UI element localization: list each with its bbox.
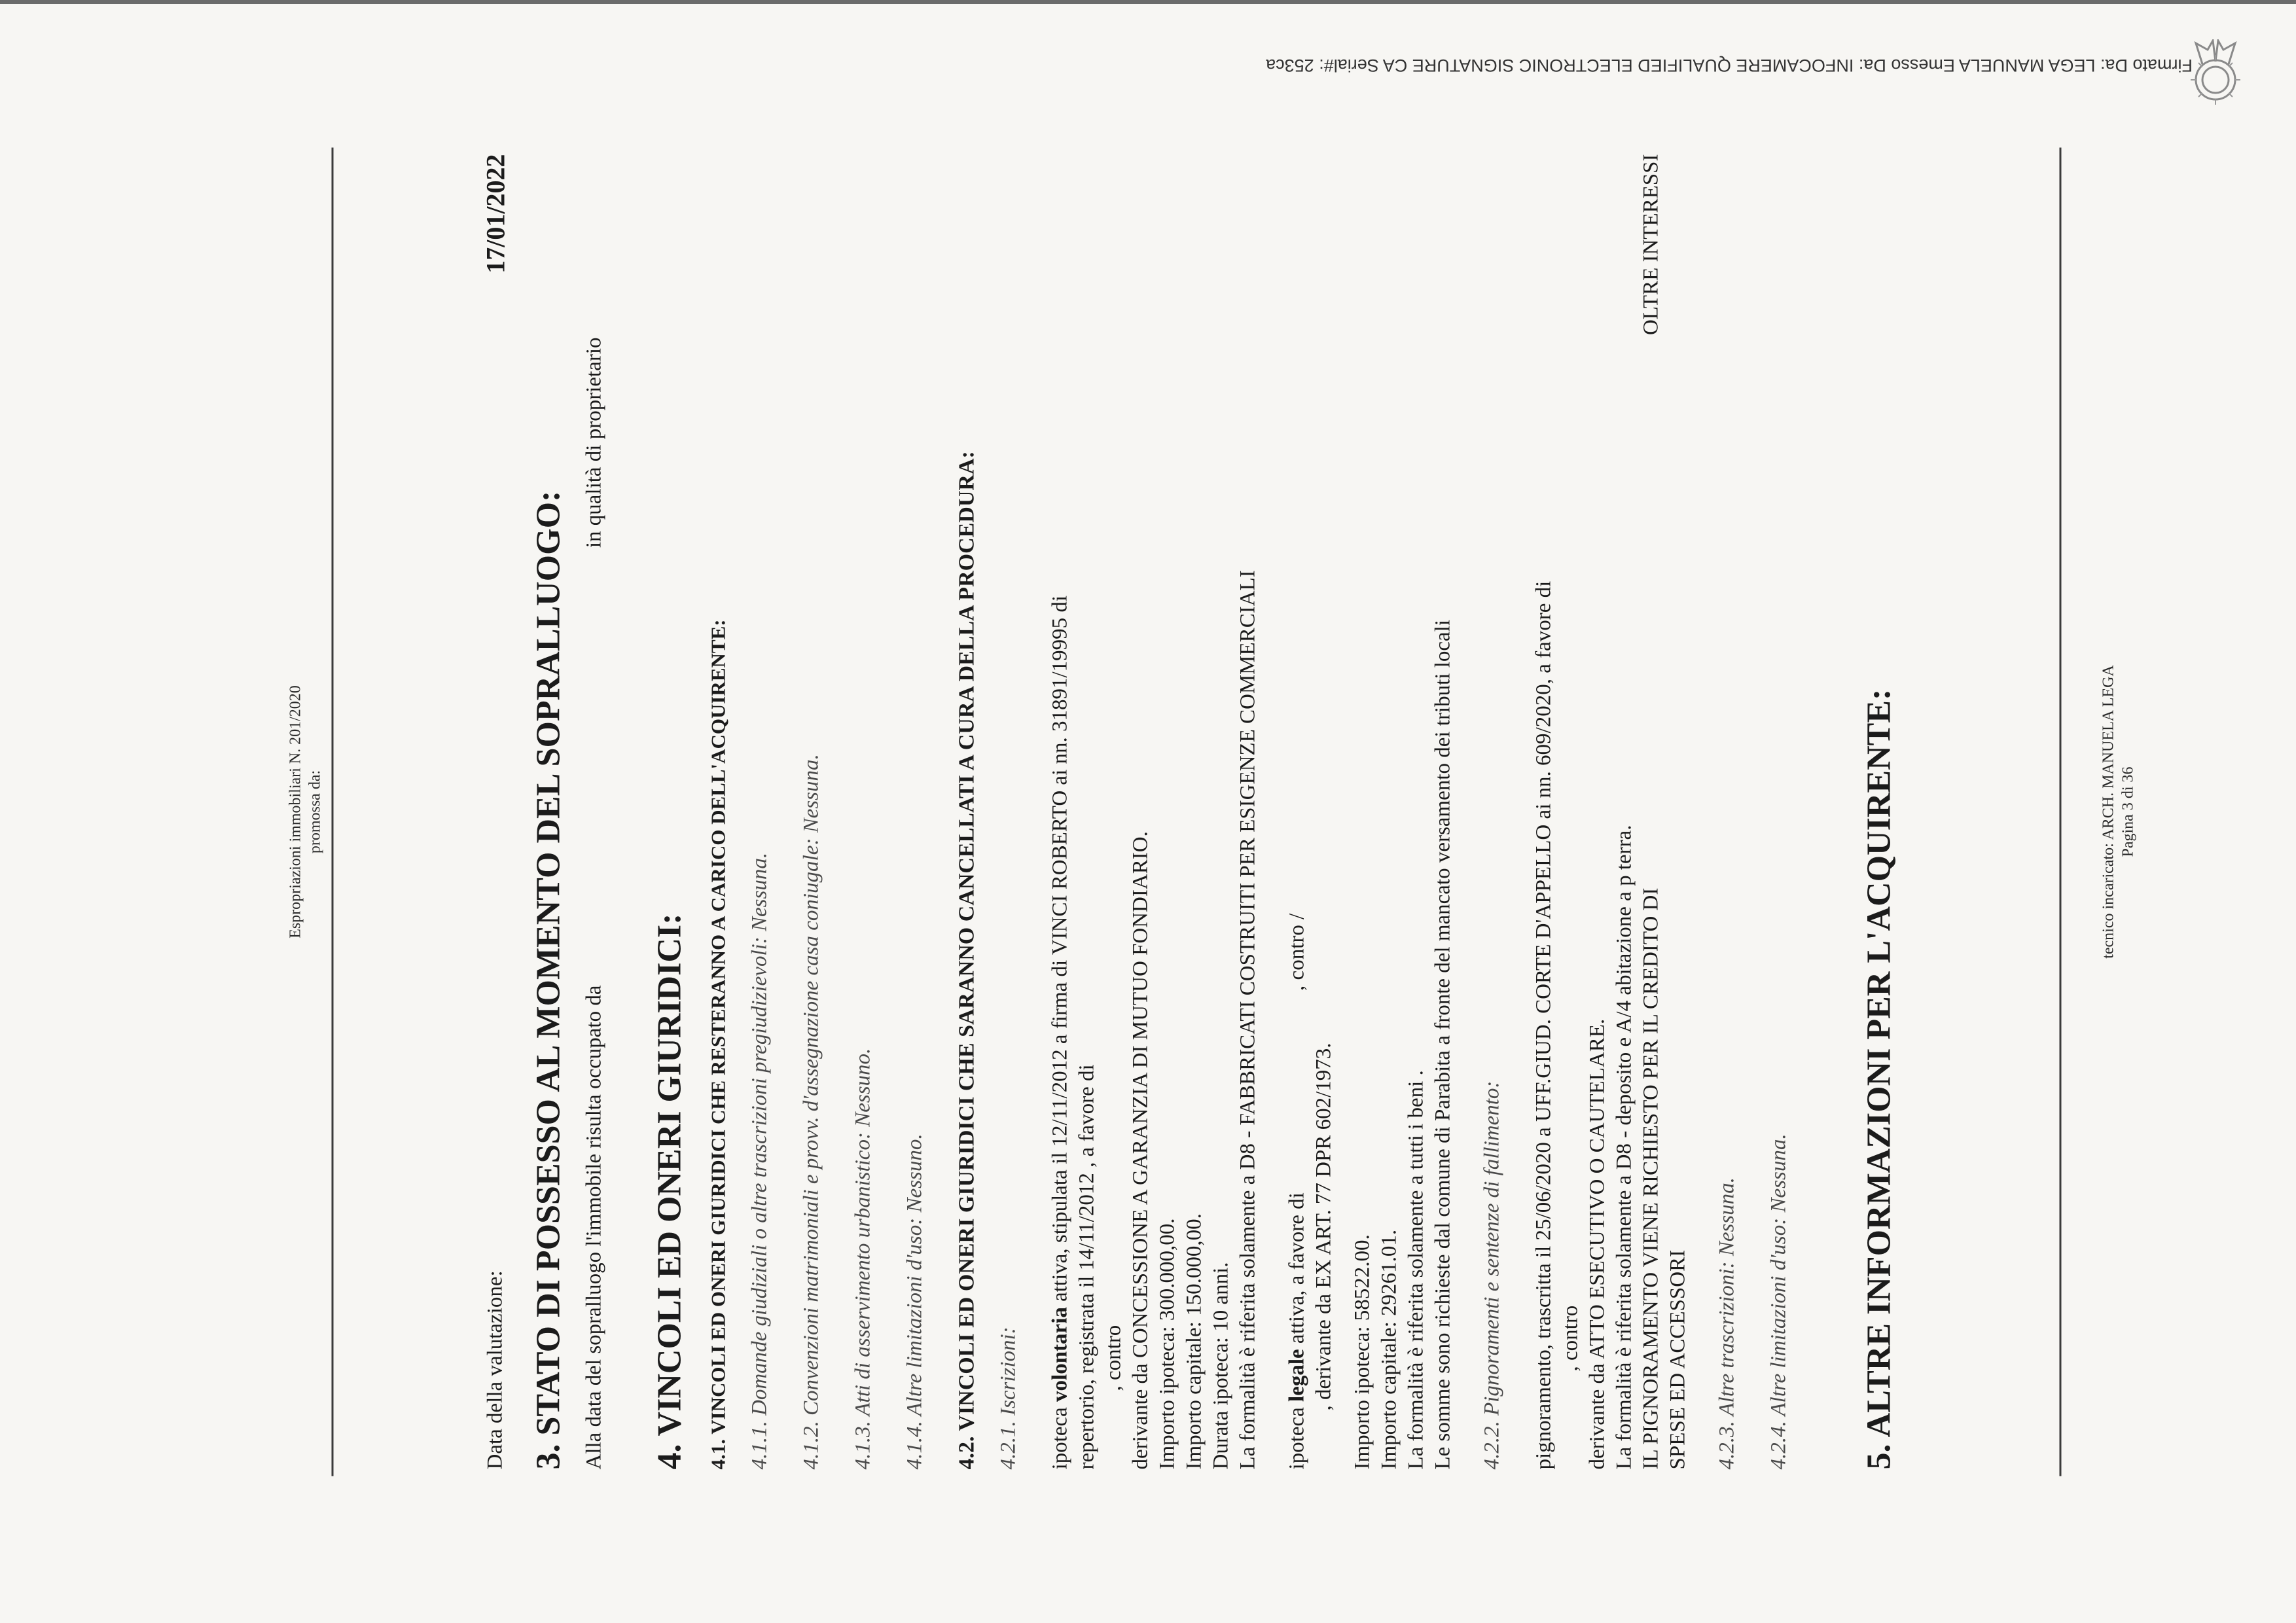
ipoteca1-type: volontaria bbox=[1048, 1307, 1072, 1402]
section-4-1-3: 4.1.3. Atti di asservimento urbanistico: Nessuno. bbox=[851, 1048, 875, 1470]
section-4-2-2-heading: 4.2.2. Pignoramenti e sentenze di fallimento: bbox=[1480, 1080, 1504, 1470]
digital-signature-line: Firmato Da: LEGA MANUELA Emesso Da: INFOCAMERE QUALIFIED ELECTRONIC SIGNATURE CA Serial#: 253ca bbox=[1266, 56, 2193, 75]
header-promoted-by: promossa da: bbox=[306, 770, 324, 854]
pignoramento-block bbox=[1531, 154, 1692, 1470]
pignoramento-origin: derivante da ATTO ESECUTIVO O CAUTELARE. bbox=[1585, 1018, 1609, 1470]
section-4-heading: 4. VINCOLI ED ONERI GIURIDICI: bbox=[651, 913, 689, 1470]
section-4-1-1: 4.1.1. Domande giudiziali o altre trascrizioni pregiudizievoli: Nessuna. bbox=[747, 852, 772, 1470]
document-page bbox=[181, 76, 2137, 1548]
ipoteca2-origin: , derivante da EX ART. 77 DPR 602/1973. bbox=[1312, 1043, 1336, 1411]
ipoteca1-capital: Importo capitale: 150.000,00. bbox=[1182, 1213, 1206, 1470]
ipoteca2-prefix: ipoteca bbox=[1285, 1407, 1309, 1470]
ipoteca2-formality: La formalità è riferita solamente a tutti i beni . bbox=[1404, 1070, 1428, 1470]
page-footer bbox=[2099, 76, 2138, 1548]
pignoramento-against: , contro bbox=[1558, 1305, 1583, 1372]
pignoramento-interest: OLTRE INTERESSI bbox=[1639, 154, 1663, 336]
pignoramento-expenses: SPESE ED ACCESSORI bbox=[1666, 1249, 1690, 1470]
ipoteca1-against: , contro bbox=[1102, 1325, 1126, 1391]
ipoteca1-origin: derivante da CONCESSIONE A GARANZIA DI MUTUO FONDIARIO. bbox=[1128, 831, 1153, 1470]
section-4-1-heading: 4.1. VINCOLI ED ONERI GIURIDICI CHE RESTERANNO A CARICO DELL'ACQUIRENTE: bbox=[706, 619, 730, 1470]
page-content bbox=[482, 154, 1912, 1470]
pignoramento-credit: IL PIGNORAMENTO VIENE RICHIESTO PER IL CREDITO DI bbox=[1639, 887, 1663, 1470]
pignoramento-details: pignoramento, trascritta il 25/06/2020 a UFF.GIUD. CORTE D'APPELLO ai nn. 609/2020, a favore di bbox=[1532, 580, 1556, 1470]
ipoteca-legale-block bbox=[1284, 154, 1457, 1470]
pignoramento-formality: La formalità è riferita solamente a D8 - deposito e A/4 abitazione a p terra. bbox=[1612, 825, 1636, 1470]
section-4-1-2: 4.1.2. Convenzioni matrimoniali e provv. d'assegnazione casa coniugale: Nessuna. bbox=[799, 754, 823, 1470]
section-3-owner: in qualità di proprietario bbox=[582, 337, 606, 548]
valuation-date-value: 17/01/2022 bbox=[480, 154, 511, 274]
section-3-heading: 3. STATO DI POSSESSO AL MOMENTO DEL SOPRALLUOGO: bbox=[529, 490, 567, 1470]
section-3-occupied: Alla data del sopralluogo l'immobile risulta occupato da bbox=[582, 985, 606, 1470]
footer-page-number: Pagina 3 di 36 bbox=[2119, 766, 2137, 857]
ipoteca1-registration: repertorio, registrata il 14/11/2012 , a favore di bbox=[1075, 1064, 1099, 1470]
ipoteca1-prefix: ipoteca bbox=[1048, 1407, 1072, 1470]
valuation-date-label: Data della valutazione: bbox=[483, 1270, 507, 1470]
section-3-text bbox=[581, 154, 608, 1470]
ipoteca2-amount: Importo ipoteca: 58522.00. bbox=[1350, 1234, 1374, 1470]
scan-top-edge bbox=[0, 0, 2296, 4]
footer-technician: tecnico incaricato: ARCH. MANUELA LEGA bbox=[2100, 665, 2117, 959]
page-header bbox=[286, 76, 325, 1548]
ipoteca1-duration: Durata ipoteca: 10 anni. bbox=[1209, 1262, 1233, 1470]
pignoramento-credit-row bbox=[1638, 154, 1665, 1470]
section-4-2-4: 4.2.4. Altre limitazioni d'uso: Nessuna. bbox=[1767, 1133, 1791, 1470]
ipoteca2-details: attiva, a favore di bbox=[1285, 1192, 1309, 1344]
ipoteca2-capital: Importo capitale: 29261.01. bbox=[1377, 1229, 1401, 1470]
ipoteca2-against: , contro / bbox=[1285, 913, 1309, 991]
valuation-date-row bbox=[482, 154, 509, 1470]
ipoteca-volontaria-block bbox=[1047, 154, 1262, 1470]
ipoteca2-type: legale bbox=[1285, 1349, 1309, 1402]
footer-divider bbox=[2060, 148, 2062, 1476]
section-4-2-3: 4.2.3. Altre trascrizioni: Nessuna. bbox=[1715, 1177, 1739, 1470]
ipoteca2-amounts-note: Le somme sono richieste dal comune di Parabita a fronte del mancato versamento dei tributi locali bbox=[1431, 620, 1455, 1470]
ipoteca1-amount: Importo ipoteca: 300.000,00. bbox=[1155, 1218, 1179, 1470]
section-5-heading: 5. ALTRE INFORMAZIONI PER L'ACQUIRENTE: bbox=[1860, 688, 1898, 1470]
header-procedure: Espropriazioni immobiliari N. 201/2020 bbox=[287, 685, 304, 938]
ipoteca1-details: attiva, stipulata il 12/11/2012 a firma di VINCI ROBERTO ai nn. 31891/19995 di bbox=[1048, 595, 1072, 1302]
section-4-2-heading: 4.2. VINCOLI ED ONERI GIURIDICI CHE SARANNO CANCELLATI A CURA DELLA PROCEDURA: bbox=[954, 451, 979, 1470]
section-4-2-1-heading: 4.2.1. Iscrizioni: bbox=[996, 1327, 1020, 1470]
section-4-1-4: 4.1.4. Altre limitazioni d'uso: Nessuno. bbox=[903, 1133, 927, 1470]
header-divider bbox=[332, 148, 334, 1476]
ipoteca1-formality: La formalità è riferita solamente a D8 - FABBRICATI COSTRUITI PER ESIGENZE COMMERCIALI bbox=[1236, 570, 1260, 1470]
